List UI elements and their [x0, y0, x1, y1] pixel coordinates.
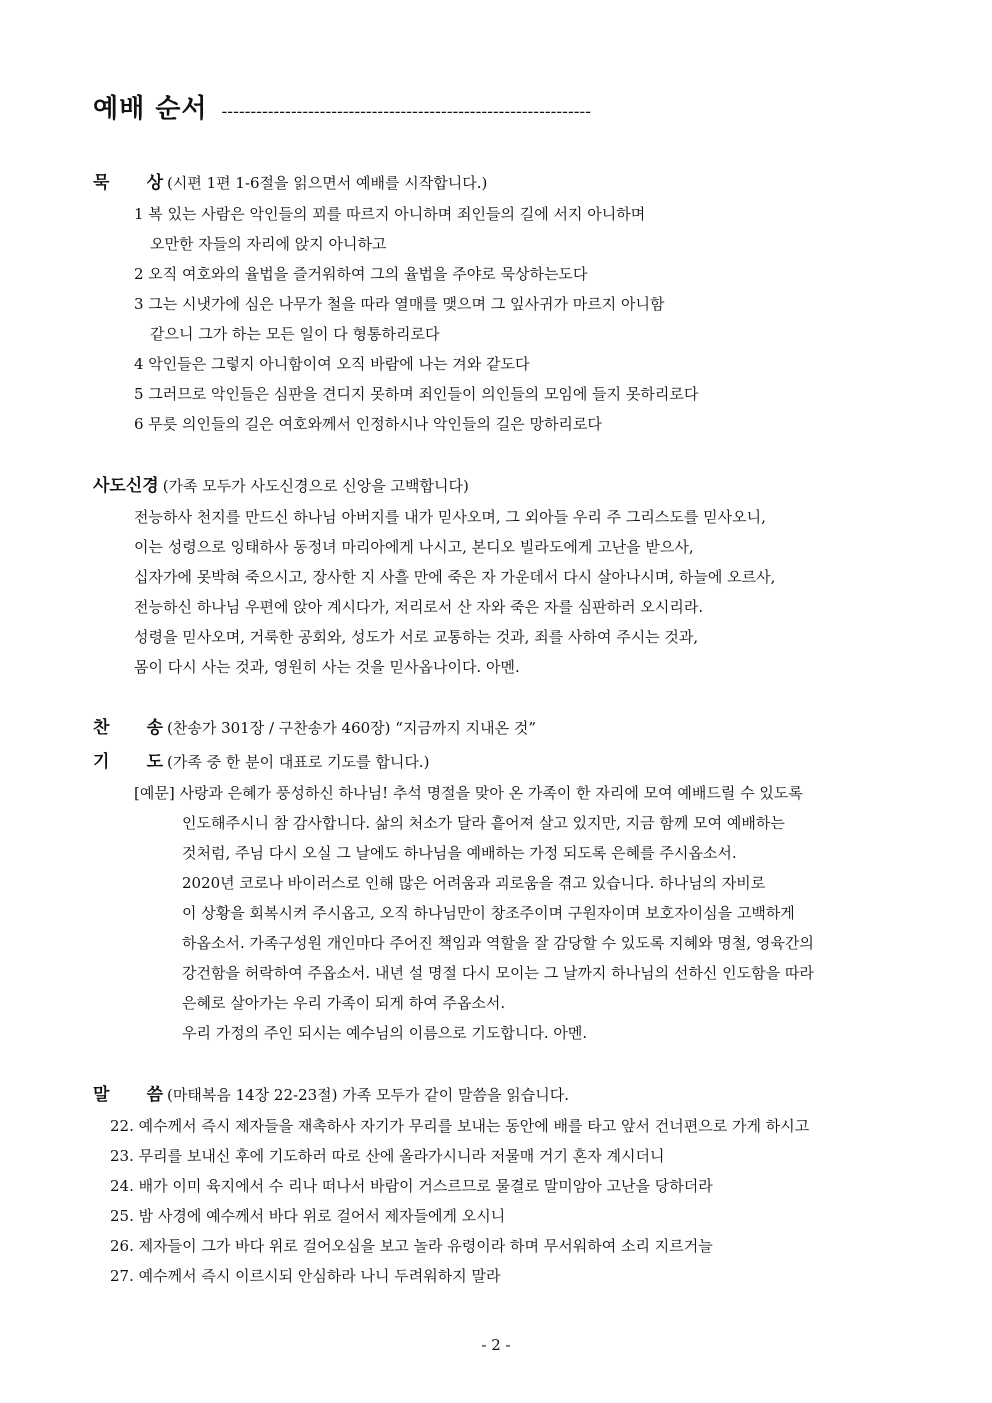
creed-line: 전능하사 천지를 만드신 하나님 아버지를 내가 믿사오며, 그 외아들 우리 주 그리스도를 믿사오니, [134, 508, 766, 526]
creed-line: 몸이 다시 사는 것과, 영원히 사는 것을 믿사옵나이다. 아멘. [134, 658, 520, 676]
psalm-line: 2 오직 여호와의 율법을 즐거워하여 그의 율법을 주야로 묵상하는도다 [134, 265, 588, 283]
scripture-verse: 26. 제자들이 그가 바다 위로 걸어오심을 보고 놀라 유령이라 하며 무서워하여 소리 지르거늘 [110, 1237, 713, 1255]
title-text: 예배 순서 [93, 94, 208, 124]
prayer-heading: 기 도 (가족 중 한 분이 대표로 기도를 합니다.) [93, 752, 430, 772]
creed-line: 전능하신 하나님 우편에 앉아 계시다가, 저리로서 산 자와 죽은 자를 심판하러 오시리라. [134, 598, 704, 616]
psalm-line: 1 복 있는 사람은 악인들의 꾀를 따르지 아니하며 죄인들의 길에 서지 아니하며 [134, 205, 646, 223]
prayer-line: 인도해주시니 참 감사합니다. 삶의 처소가 달라 흩어져 살고 있지만, 지금 함께 모여 예배하는 [182, 814, 785, 832]
scripture-verse: 27. 예수께서 즉시 이르시되 안심하라 나니 두려워하지 말라 [110, 1267, 501, 1285]
scripture-verse: 23. 무리를 보내신 후에 기도하러 따로 산에 올라가시니라 저물매 거기 혼자 계시더니 [110, 1147, 665, 1165]
creed-line: 성령을 믿사오며, 거룩한 공회와, 성도가 서로 교통하는 것과, 죄를 사하여 주시는 것과, [134, 628, 699, 646]
creed-line: 이는 성령으로 잉태하사 동정녀 마리아에게 나시고, 본디오 빌라도에게 고난을 받으사, [134, 538, 694, 556]
page-number: - 2 - [481, 1336, 511, 1354]
meditation-desc: (시편 1편 1-6절을 읽으면서 예배를 시작합니다.) [167, 174, 488, 192]
prayer-line: 하옵소서. 가족구성원 개인마다 주어진 책임과 역할을 잘 감당할 수 있도록 지혜와 명철, 영육간의 [182, 934, 814, 952]
psalm-line: 같으니 그가 하는 모든 일이 다 형통하리로다 [150, 325, 440, 343]
prayer-line: 것처럼, 주님 다시 오실 그 날에도 하나님을 예배하는 가정 되도록 은혜를 주시옵소서. [182, 844, 737, 862]
prayer-line: 우리 가정의 주인 되시는 예수님의 이름으로 기도합니다. 아멘. [182, 1024, 588, 1042]
psalm-line: 3 그는 시냇가에 심은 나무가 철을 따라 열매를 맺으며 그 잎사귀가 마르지 아니함 [134, 295, 665, 313]
scripture-verse: 25. 밤 사경에 예수께서 바다 위로 걸어서 제자들에게 오시니 [110, 1207, 506, 1225]
page-title [93, 88, 591, 125]
word-heading: 말 씀 (마태복음 14장 22-23절) 가족 모두가 같이 말씀을 읽습니다. [93, 1085, 569, 1105]
prayer-line: 강건함을 허락하여 주옵소서. 내년 설 명절 다시 모이는 그 날까지 하나님의 선하신 인도함을 따라 [182, 964, 814, 982]
creed-desc: (가족 모두가 사도신경으로 신앙을 고백합니다) [162, 477, 469, 495]
psalm-line: 4 악인들은 그렇지 아니함이여 오직 바람에 나는 겨와 같도다 [134, 355, 530, 373]
hymn-heading: 찬 송 (찬송가 301장 / 구찬송가 460장) “지금까지 지내온 것” [93, 718, 537, 738]
scripture-verse: 24. 배가 이미 육지에서 수 리나 떠나서 바람이 거스르므로 물결로 말미암아 고난을 당하더라 [110, 1177, 713, 1195]
psalm-line: 오만한 자들의 자리에 앉지 아니하고 [150, 235, 387, 253]
title-rule: ---------------------------------------------------------------- [221, 102, 592, 121]
meditation-heading: 묵 상 (시편 1편 1-6절을 읽으면서 예배를 시작합니다.) [93, 173, 488, 193]
creed-line: 십자가에 못박혀 죽으시고, 장사한 지 사흘 만에 죽은 자 가운데서 다시 살아나시며, 하늘에 오르사, [134, 568, 776, 586]
hymn-desc: (찬송가 301장 / 구찬송가 460장) “지금까지 지내온 것” [167, 719, 537, 737]
prayer-line: 은혜로 살아가는 우리 가족이 되게 하여 주옵소서. [182, 994, 506, 1012]
prayer-desc: (가족 중 한 분이 대표로 기도를 합니다.) [167, 753, 430, 771]
scripture-verse: 22. 예수께서 즉시 제자들을 재촉하사 자기가 무리를 보내는 동안에 배를 타고 앞서 건너편으로 가게 하시고 [110, 1117, 810, 1135]
creed-heading: 사도신경 (가족 모두가 사도신경으로 신앙을 고백합니다) [93, 476, 469, 496]
prayer-line: 2020년 코로나 바이러스로 인해 많은 어려움과 괴로움을 겪고 있습니다. 하나님의 자비로 [182, 874, 766, 892]
prayer-line: [예문] 사랑과 은혜가 풍성하신 하나님! 추석 명절을 맞아 온 가족이 한 자리에 모여 예배드릴 수 있도록 [134, 784, 803, 802]
prayer-line: 이 상황을 회복시켜 주시옵고, 오직 하나님만이 창조주이며 구원자이며 보호자이심을 고백하게 [182, 904, 795, 922]
word-desc: (마태복음 14장 22-23절) 가족 모두가 같이 말씀을 읽습니다. [167, 1086, 569, 1104]
psalm-line: 6 무릇 의인들의 길은 여호와께서 인정하시나 악인들의 길은 망하리로다 [134, 415, 602, 433]
psalm-line: 5 그러므로 악인들은 심판을 견디지 못하며 죄인들이 의인들의 모임에 들지 못하리로다 [134, 385, 699, 403]
